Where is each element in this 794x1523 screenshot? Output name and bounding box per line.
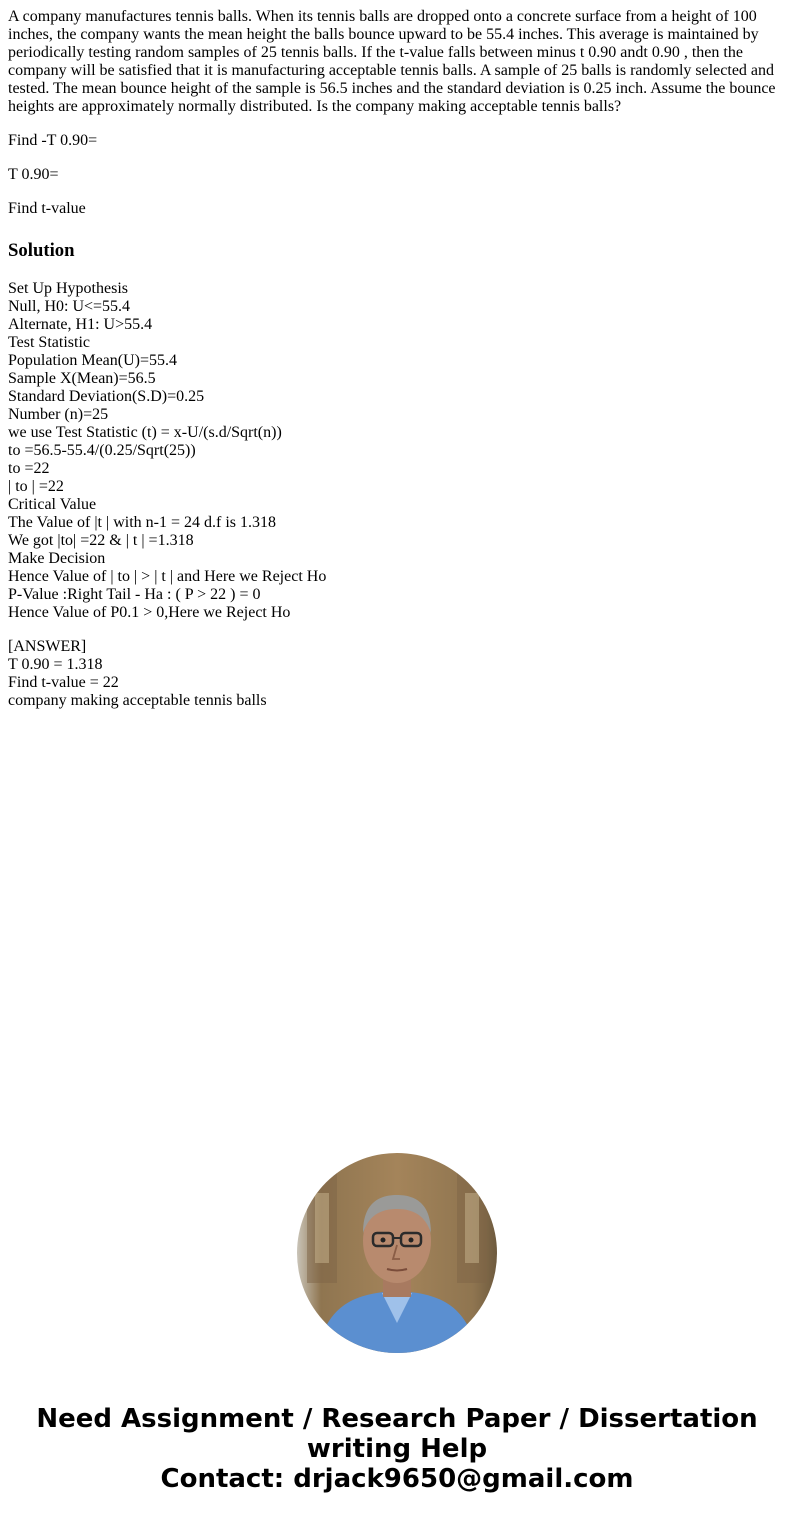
answer-line: T 0.90 = 1.318 <box>8 656 103 673</box>
solution-line: we use Test Statistic (t) = x-U/(s.d/Sqrt(n)) <box>8 424 282 441</box>
solution-line: Number (n)=25 <box>8 406 109 423</box>
answer-line: Find t-value = 22 <box>8 674 119 691</box>
solution-line: Hence Value of P0.1 > 0,Here we Reject Ho <box>8 604 291 621</box>
solution-line: Hence Value of | to | > | t | and Here we Reject Ho <box>8 568 327 585</box>
footer-line-2: writing Help <box>306 1434 488 1464</box>
solution-line: to =22 <box>8 460 50 477</box>
solution-line: Critical Value <box>8 496 97 513</box>
prompt-t-value: Find t-value <box>8 200 86 217</box>
prompt-t: T 0.90= <box>8 166 59 183</box>
solution-line: Alternate, H1: U>55.4 <box>8 316 153 333</box>
solution-heading: Solution <box>8 240 75 261</box>
answer-line: [ANSWER] <box>8 638 87 655</box>
avatar-portrait-image <box>297 1153 497 1353</box>
solution-line: Make Decision <box>8 550 106 567</box>
solution-line: Sample X(Mean)=56.5 <box>8 370 156 387</box>
solution-steps <box>8 280 786 622</box>
question-text: A company manufactures tennis balls. When its tennis balls are dropped onto a concrete surface from a height of 100 inches, the company wants the mean height the balls bounce upward to be 55.4 inches. This average is maintained by periodically testing random samples of 25 tennis balls. If the t-value falls between minus t 0.90 andt 0.90 , then the company will be satisfied that it is manufacturing acceptable tennis balls. A sample of 25 balls is randomly selected and tested. The mean bounce height of the sample is 56.5 inches and the standard deviation is 0.25 inch. Assume the bounce heights are approximately normally distributed. Is the company making acceptable tennis balls? <box>8 8 776 115</box>
footer-line-1: Need Assignment / Research Paper / Dissertation <box>36 1404 758 1434</box>
solution-line: Test Statistic <box>8 334 90 351</box>
answer-line: company making acceptable tennis balls <box>8 692 267 709</box>
solution-line: P-Value :Right Tail - Ha : ( P > 22 ) = 0 <box>8 586 261 603</box>
prompt-neg-t: Find -T 0.90= <box>8 132 98 149</box>
solution-line: to =56.5-55.4/(0.25/Sqrt(25)) <box>8 442 196 459</box>
solution-line: Standard Deviation(S.D)=0.25 <box>8 388 205 405</box>
answer-block <box>8 638 786 710</box>
footer-banner <box>0 1404 794 1494</box>
solution-line: Set Up Hypothesis <box>8 280 128 297</box>
solution-line: The Value of |t | with n-1 = 24 d.f is 1.318 <box>8 514 276 531</box>
document-content <box>8 8 786 710</box>
solution-line: We got |to| =22 & | t | =1.318 <box>8 532 194 549</box>
avatar <box>297 1153 497 1353</box>
solution-line: Population Mean(U)=55.4 <box>8 352 177 369</box>
footer-contact: Contact: drjack9650@gmail.com <box>160 1464 634 1494</box>
solution-line: | to | =22 <box>8 478 64 495</box>
solution-line: Null, H0: U<=55.4 <box>8 298 131 315</box>
